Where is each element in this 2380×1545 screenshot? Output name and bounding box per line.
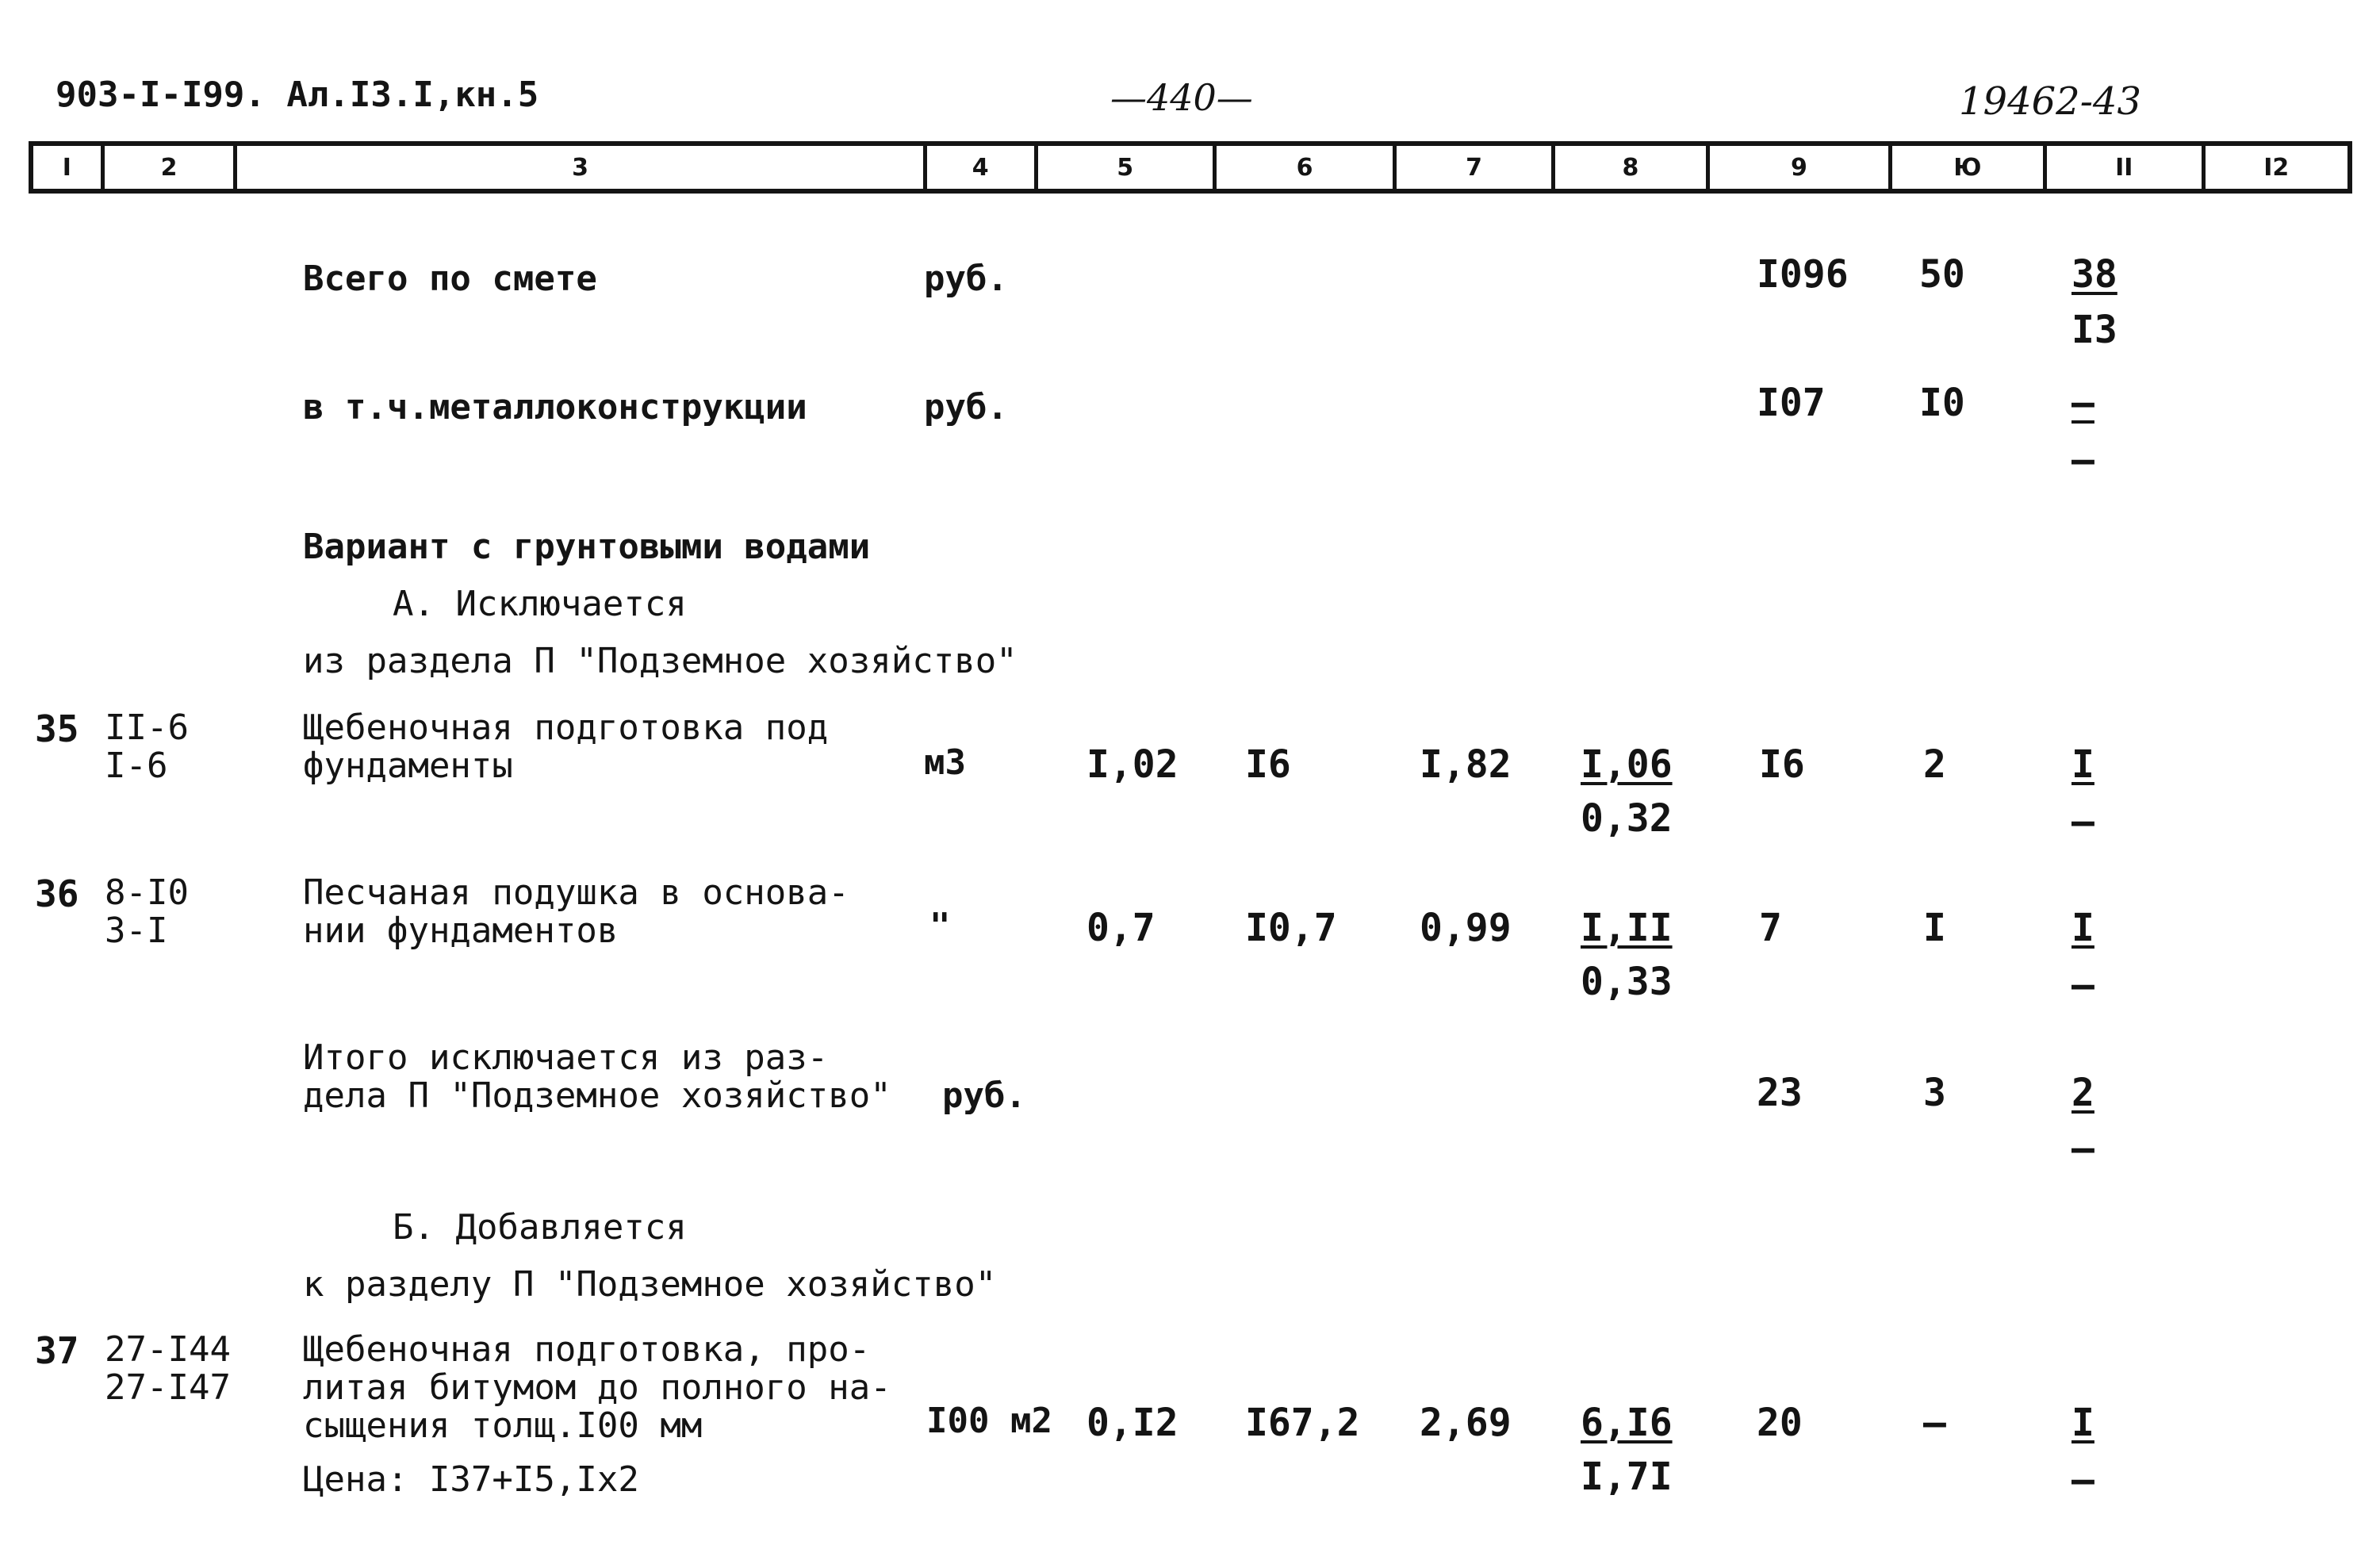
row-col11-bottom: –	[2071, 799, 2094, 844]
column-header: 7	[1397, 146, 1554, 189]
row-name: Щебеночная подготовка, про-	[303, 1329, 871, 1370]
row-name: литая битумом до полного на-	[303, 1367, 891, 1408]
total-col11-bottom: I3	[2071, 308, 2117, 352]
row-code: 27-I44	[105, 1329, 231, 1370]
row-col11-top: I	[2071, 906, 2094, 950]
row-col7: I,82	[1420, 742, 1512, 787]
column-header: I2	[2263, 153, 2290, 182]
total-label: Всего по смете	[303, 259, 597, 299]
row-col8-bottom: 0,32	[1581, 796, 1673, 841]
column-header-row	[29, 141, 2352, 194]
metal-label: в т.ч.металлоконструкции	[303, 387, 807, 427]
row-col5: I,02	[1087, 742, 1179, 787]
column-header: 9	[1710, 146, 1891, 189]
row-code: 3-I	[105, 911, 168, 951]
row-col7: 2,69	[1420, 1401, 1512, 1445]
page-number: —440—	[1110, 76, 1253, 119]
row-col5: 0,I2	[1087, 1401, 1179, 1445]
section-b-subtitle: к разделу П "Подземное хозяйство"	[303, 1264, 997, 1305]
total-col11-top: 38	[2071, 252, 2117, 297]
metal-col9: I07	[1757, 381, 1826, 425]
row-col8-bottom: 0,33	[1581, 960, 1673, 1004]
section-b-title: Б. Добавляется	[393, 1207, 687, 1248]
column-header: 5	[1038, 146, 1217, 189]
column-header: 2	[105, 146, 238, 189]
row-price-formula: Цена: I37+I5,Iх2	[303, 1459, 639, 1500]
row-col8-bottom: I,7I	[1581, 1455, 1673, 1499]
row-unit: I00 м2	[926, 1401, 1052, 1441]
metal-col11-top: –	[2071, 381, 2094, 425]
row-col8-top: I,06	[1581, 742, 1673, 787]
row-number: 36	[35, 872, 79, 915]
column-header: I	[33, 146, 105, 189]
metal-unit: руб.	[924, 387, 1008, 427]
row-code: II-6	[105, 707, 189, 748]
inventory-number: 19462-43	[1959, 79, 2141, 124]
section-a-title: А. Исключается	[393, 584, 687, 624]
row-unit: "	[929, 906, 951, 946]
section-a-subtitle: из раздела П "Подземное хозяйство"	[303, 641, 1018, 681]
metal-col10: I0	[1919, 381, 1965, 425]
subtotal-label: дела П "Подземное хозяйство"	[303, 1075, 891, 1116]
row-code: 8-I0	[105, 872, 189, 913]
row-col6: I0,7	[1245, 906, 1337, 950]
row-col10: –	[1923, 1401, 1946, 1445]
column-header: 4	[927, 146, 1038, 189]
column-header: 6	[1217, 146, 1397, 189]
row-code: I-6	[105, 746, 168, 786]
row-number: 35	[35, 707, 79, 750]
metal-col11-bottom: –	[2071, 438, 2094, 482]
row-col7: 0,99	[1420, 906, 1512, 950]
total-col10: 50	[1919, 252, 1965, 297]
row-col11-top: I	[2071, 742, 2094, 787]
row-col10: 2	[1923, 742, 1946, 787]
row-name: Песчаная подушка в основа-	[303, 872, 849, 913]
column-header: 3	[237, 146, 927, 189]
row-col10: I	[1923, 906, 1946, 950]
variant-title: Вариант с грунтовыми водами	[303, 527, 871, 567]
subtotal-unit: руб.	[942, 1075, 1026, 1116]
row-name: Щебеночная подготовка под	[303, 707, 829, 748]
row-code: 27-I47	[105, 1367, 231, 1408]
row-number: 37	[35, 1329, 79, 1372]
row-col6: I6	[1245, 742, 1291, 787]
document-code: 903-I-I99. Ал.I3.I,кн.5	[56, 75, 539, 115]
row-unit: м3	[924, 742, 966, 783]
row-col9: 7	[1759, 906, 1782, 950]
row-col5: 0,7	[1087, 906, 1156, 950]
subtotal-col9: 23	[1757, 1071, 1803, 1115]
subtotal-col10: 3	[1923, 1071, 1946, 1115]
row-col6: I67,2	[1245, 1401, 1360, 1445]
subtotal-col11-top: 2	[2071, 1071, 2094, 1115]
row-col11-top: I	[2071, 1401, 2094, 1445]
subtotal-label: Итого исключается из раз-	[303, 1037, 829, 1078]
row-col9: I6	[1759, 742, 1805, 787]
row-name: сыщения толщ.I00 мм	[303, 1405, 703, 1446]
row-col11-bottom: –	[2071, 963, 2094, 1007]
row-name: нии фундаментов	[303, 911, 619, 951]
column-header: Ю	[1892, 146, 2047, 189]
row-name: фундаменты	[303, 746, 513, 786]
row-col8-top: I,II	[1581, 906, 1673, 950]
row-col9: 20	[1757, 1401, 1803, 1445]
column-header: 8	[1555, 146, 1710, 189]
total-col9: I096	[1757, 252, 1849, 297]
column-header: II	[2047, 146, 2205, 189]
row-col8-top: 6,I6	[1581, 1401, 1673, 1445]
total-unit: руб.	[924, 259, 1008, 299]
row-col11-bottom: –	[2071, 1458, 2094, 1502]
subtotal-col11-bottom: –	[2071, 1126, 2094, 1171]
